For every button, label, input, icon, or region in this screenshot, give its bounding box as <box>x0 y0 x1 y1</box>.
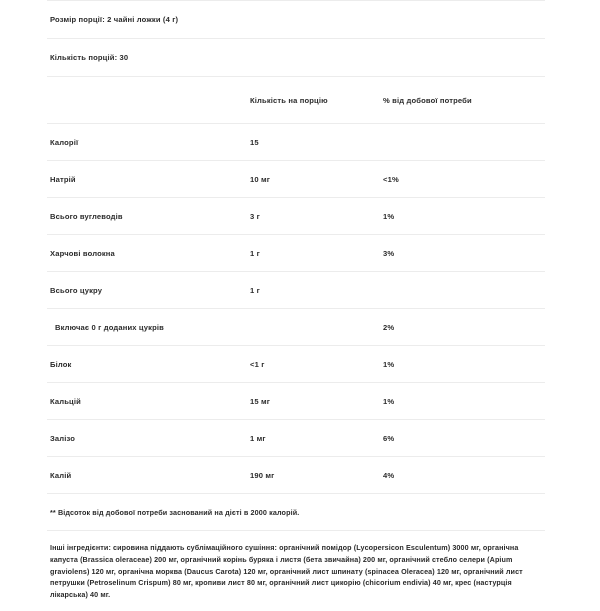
nutrient-amount: 1 г <box>250 235 383 272</box>
table-row <box>47 420 545 457</box>
nutrient-daily-value: 3% <box>383 235 545 272</box>
table-row <box>47 161 545 198</box>
nutrient-amount: 10 мг <box>250 161 383 198</box>
servings-per-container-row <box>0 39 600 76</box>
nutrient-daily-value: 1% <box>383 383 545 420</box>
nutrient-amount: 1 мг <box>250 420 383 457</box>
nutrient-amount <box>250 309 383 346</box>
column-header-name <box>47 77 250 124</box>
nutrient-name: Всього цукру <box>47 272 250 309</box>
table-row <box>47 383 545 420</box>
nutrient-name: Включає 0 г доданих цукрів <box>47 309 250 346</box>
nutrient-name: Залізо <box>47 420 250 457</box>
nutrient-name: Харчові волокна <box>47 235 250 272</box>
nutrient-daily-value: 4% <box>383 457 545 494</box>
daily-value-footnote: ** Відсоток від добової потреби заснований на дієті в 2000 калорій. <box>50 508 300 517</box>
nutrient-amount: 190 мг <box>250 457 383 494</box>
table-row <box>47 124 545 161</box>
nutrition-table <box>47 77 545 493</box>
nutrition-table-body <box>47 124 545 494</box>
nutrient-amount: 1 г <box>250 272 383 309</box>
nutrient-amount: <1 г <box>250 346 383 383</box>
other-ingredients-text: Інші інгредієнти: сировина піддають сублімаційного сушіння: органічний помідор (Lycopersicon Esculentum) 3000 мг, органічна капуста (Brassica oleraceae) 200 мг, органічний корінь буряка і листя (бета звичайна) 200 мг, органічний стебло селери (Apium graviolens) 120 мг, органічна морква (Daucus Carota) 120 мг, органічний лист шпинату (spinacea Oleracea) 120 мг, органічний лист петрушки (Petroselinum Crispum) 80 мг, кропиви лист 80 мг, органічний лист цикорію (chicorium endivia) 40 мг, крес (настурція лікарська) 40 мг. <box>50 543 523 599</box>
nutrient-daily-value: 2% <box>383 309 545 346</box>
nutrient-daily-value: <1% <box>383 161 545 198</box>
nutrient-daily-value <box>383 272 545 309</box>
serving-size-row <box>0 1 600 38</box>
nutrient-daily-value <box>383 124 545 161</box>
table-row <box>47 198 545 235</box>
nutrient-amount: 15 мг <box>250 383 383 420</box>
table-row <box>47 272 545 309</box>
column-header-percent-daily-value: % від добової потреби <box>383 95 472 105</box>
servings-per-container-text: Кількість порцій: 30 <box>50 53 129 62</box>
column-header-amount-per-serving: Кількість на порцію <box>250 95 328 105</box>
nutrient-name: Калорії <box>47 124 250 161</box>
table-row <box>47 235 545 272</box>
nutrient-amount: 15 <box>250 124 383 161</box>
table-header-row <box>47 77 545 124</box>
table-row <box>47 346 545 383</box>
nutrition-table-wrapper <box>0 77 600 493</box>
nutrient-daily-value: 1% <box>383 346 545 383</box>
table-row <box>47 309 545 346</box>
nutrient-name: Калій <box>47 457 250 494</box>
nutrient-name: Всього вуглеводів <box>47 198 250 235</box>
table-row <box>47 457 545 494</box>
nutrient-amount: 3 г <box>250 198 383 235</box>
nutrient-daily-value: 6% <box>383 420 545 457</box>
nutrient-name: Білок <box>47 346 250 383</box>
nutrient-name: Кальцій <box>47 383 250 420</box>
nutrient-daily-value: 1% <box>383 198 545 235</box>
serving-size-text: Розмір порції: 2 чайні ложки (4 г) <box>50 15 179 24</box>
nutrient-name: Натрій <box>47 161 250 198</box>
